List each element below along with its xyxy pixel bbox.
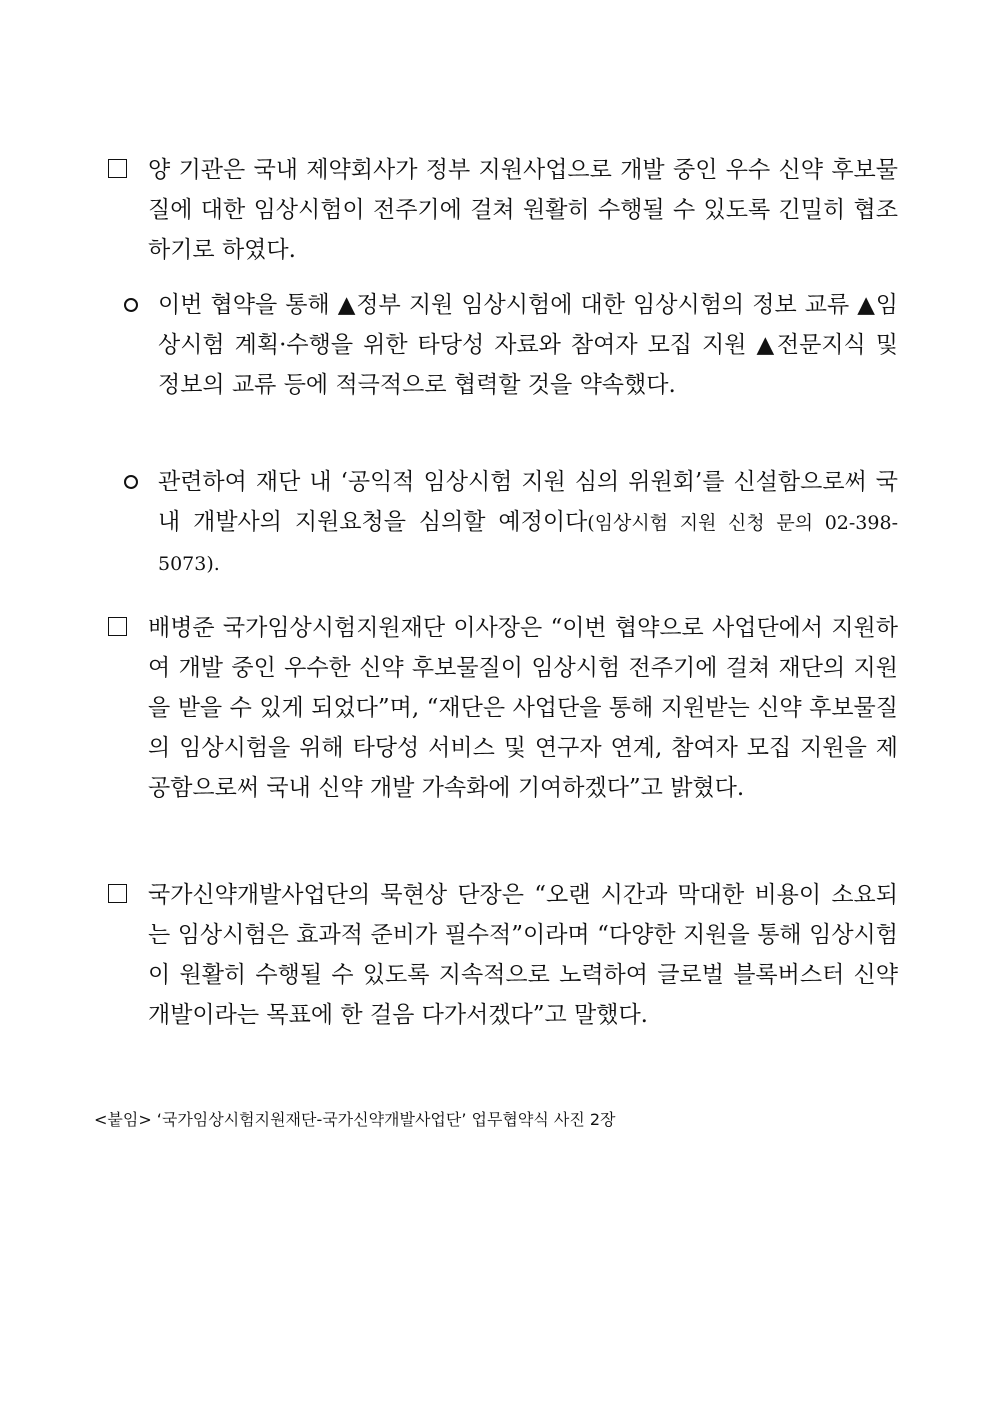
paragraph-committee xyxy=(122,462,898,584)
paragraph-text: 이번 협약을 통해 ▲정부 지원 임상시험에 대한 임상시험의 정보 교류 ▲임상시험 계획·수행을 위한 타당성 자료와 참여자 모집 지원 ▲전문지식 및 정보의 교류 등에 적극적으로 협력할 것을 약속했다. xyxy=(158,292,898,398)
circle-bullet-icon xyxy=(122,462,162,502)
paragraph-chairman-quote xyxy=(106,608,898,808)
contact-note: (임상시험 지원 신청 문의 02-398-5073). xyxy=(158,512,898,575)
paragraph-text: 양 기관은 국내 제약회사가 정부 지원사업으로 개발 중인 우수 신약 후보물질에 대한 임상시험이 전주기에 걸쳐 원활히 수행될 수 있도록 긴밀히 협조하기로 하였다. xyxy=(148,157,898,263)
square-bullet-icon xyxy=(106,150,146,190)
square-bullet-icon xyxy=(106,875,146,915)
paragraph-cooperation-items xyxy=(122,285,898,405)
attachment-note: <붙임> ‘국가임상시험지원재단-국가신약개발사업단’ 업무협약식 사진 2장 xyxy=(94,1110,616,1129)
paragraph-agreement-purpose xyxy=(106,150,898,270)
square-bullet-icon xyxy=(106,608,146,648)
paragraph-director-quote xyxy=(106,875,898,1035)
circle-bullet-icon xyxy=(122,285,162,325)
paragraph-text: 배병준 국가임상시험지원재단 이사장은 “이번 협약으로 사업단에서 지원하여 개발 중인 우수한 신약 후보물질이 임상시험 전주기에 걸쳐 재단의 지원을 받을 수 있게 되었다”며, “재단은 사업단을 통해 지원받는 신약 후보물질의 임상시험을 위해 타당성 서비스 및 연구자 연계, 참여자 모집 지원을 제공함으로써 국내 신약 개발 가속화에 기여하겠다”고 밝혔다. xyxy=(148,615,898,801)
paragraph-text: 국가신약개발사업단의 묵현상 단장은 “오랜 시간과 막대한 비용이 소요되는 임상시험은 효과적 준비가 필수적”이라며 “다양한 지원을 통해 임상시험이 원활히 수행될 수 있도록 지속적으로 노력하여 글로벌 블록버스터 신약개발이라는 목표에 한 걸음 다가서겠다”고 말했다. xyxy=(148,882,898,1028)
paragraph-text: 관련하여 재단 내 ‘공익적 임상시험 지원 심의 위원회’를 신설함으로써 국내 개발사의 지원요청을 심의할 예정이다 xyxy=(158,469,898,535)
